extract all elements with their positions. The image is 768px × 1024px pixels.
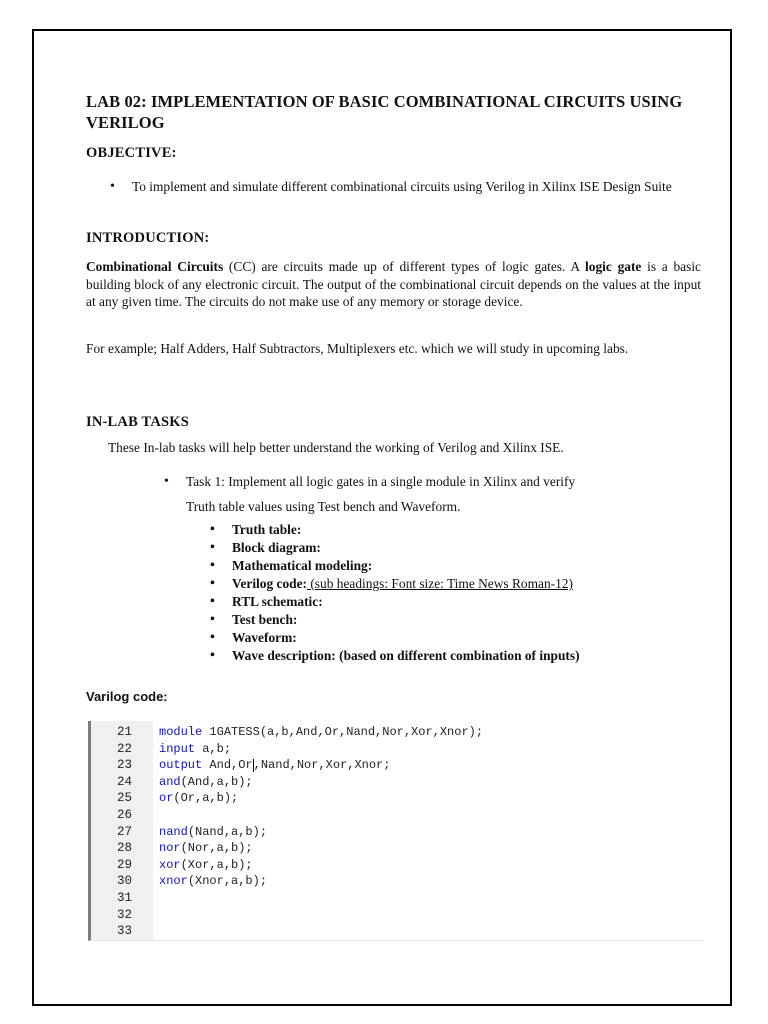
- in-lab-heading: IN-LAB TASKS: [86, 414, 189, 430]
- objective-heading: OBJECTIVE:: [86, 145, 177, 161]
- code-label: Varilog code:: [86, 689, 168, 704]
- task-1-line-1: Task 1: Implement all logic gates in a single module in Xilinx and verify: [186, 474, 576, 489]
- task-list: [186, 469, 706, 519]
- task-1: [186, 469, 706, 519]
- deliverable-item: • Wave description: (based on different combination of inputs): [232, 647, 692, 665]
- introduction-paragraph-2: For example; Half Adders, Half Subtractors, Multiplexers etc. which we will study in upcoming labs.: [86, 341, 629, 356]
- deliverables-list: [232, 521, 692, 665]
- intro-text-part2: is a basic building block of any electronic circuit. The output of the combinational circuit depends on the values at the input at any given time. The circuits do not make use of any memory or storage device.: [86, 259, 701, 309]
- introduction-heading: INTRODUCTION:: [86, 230, 210, 246]
- deliverable-item: • Mathematical modeling:: [232, 557, 692, 575]
- term-logic-gate: logic gate: [585, 259, 642, 274]
- deliverable-item: • Waveform:: [232, 629, 692, 647]
- document-page: [32, 29, 732, 1006]
- deliverable-item: • RTL schematic:: [232, 593, 692, 611]
- task-1-line-2: Truth table values using Test bench and Waveform.: [186, 499, 461, 514]
- deliverable-item: • Block diagram:: [232, 539, 692, 557]
- in-lab-intro: These In-lab tasks will help better understand the working of Verilog and Xilinx ISE.: [108, 440, 564, 455]
- code-screenshot: 21 module 1GATESS(a,b,And,Or,Nand,Nor,Xor,Xnor); 22 input a,b; 23 output And,Or,Nand,Nor,Xor,Xnor; 24 and(And,a,b); 25 or(Or,a,b); 26 27 nand(Nand,a,b); 28 nor(Nor,a,b); 29 xor(Xor,a,b); 30 xnor(Xnor,a,b); 31 32 33: [88, 721, 704, 941]
- term-combinational-circuits: Combinational Circuits: [86, 259, 224, 274]
- deliverable-item: • Test bench:: [232, 611, 692, 629]
- objective-list: [132, 178, 692, 196]
- deliverable-item: • Truth table:: [232, 521, 692, 539]
- introduction-paragraph-1: [86, 258, 701, 311]
- deliverable-note: (sub headings: Font size: Time News Roman-12): [307, 576, 573, 591]
- objective-bullet: • To implement and simulate different combinational circuits using Verilog in Xilinx ISE Design Suite: [132, 178, 692, 196]
- deliverable-item: • Verilog code: (sub headings: Font size: Time News Roman-12): [232, 575, 692, 593]
- intro-text-part1: (CC) are circuits made up of different types of logic gates. A: [223, 259, 586, 274]
- lab-title: LAB 02: IMPLEMENTATION OF BASIC COMBINATIONAL CIRCUITS USING VERILOG: [86, 92, 683, 132]
